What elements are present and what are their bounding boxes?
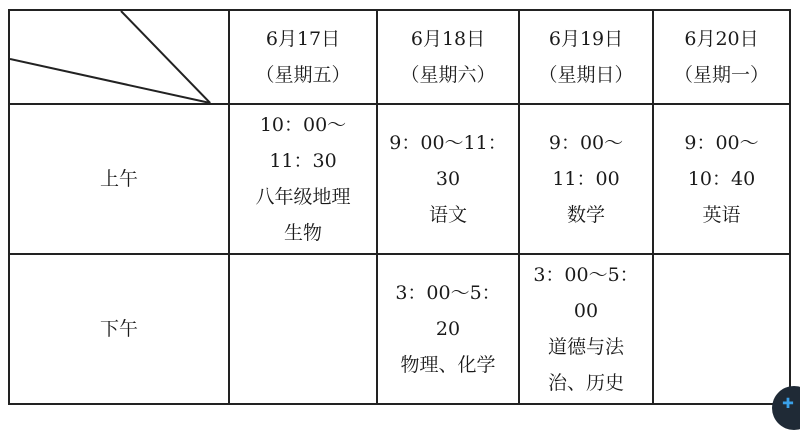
cell-line: 9：00～: [548, 132, 624, 154]
weekday-label: （星期日）: [538, 64, 634, 86]
cell-line: 3：00～5：: [395, 282, 501, 304]
cell-line: 10：40: [687, 168, 756, 190]
diagonal-header-cell: [9, 10, 229, 104]
table-cell: [377, 104, 519, 254]
cell-line: 30: [435, 168, 461, 190]
cell-line: 英语: [702, 204, 741, 226]
table-cell-empty: [653, 254, 790, 404]
table-cell-empty: [229, 254, 377, 404]
cell-line: 10：00～: [259, 114, 347, 136]
cell-line: 道德与法: [547, 336, 624, 358]
plus-icon: ✚: [782, 396, 794, 412]
table-cell: [377, 254, 519, 404]
table-cell: [519, 104, 653, 254]
cell-line: 3：00～5：: [533, 264, 639, 286]
weekday-label: （星期一）: [673, 64, 769, 86]
cell-line: 11：30: [269, 150, 337, 172]
cell-line: 20: [435, 318, 461, 340]
row-label-cell: [9, 104, 229, 254]
cell-line: 治、历史: [547, 372, 624, 394]
weekday-label: （星期六）: [400, 64, 496, 86]
table-cell: [653, 104, 790, 254]
cell-line: 语文: [428, 204, 467, 226]
table-row-morning: [9, 104, 790, 254]
weekday-label: （星期五）: [255, 64, 351, 86]
date-header-cell: [653, 10, 790, 104]
cell-line: 9：00～11：: [389, 132, 507, 154]
cell-line: 11：00: [552, 168, 620, 190]
table-cell: [229, 104, 377, 254]
cell-line: 生物: [283, 222, 322, 244]
row-label: 上午: [99, 168, 138, 190]
cell-line: 八年级地理: [255, 186, 351, 208]
date-label: 6月18日: [410, 28, 486, 50]
cell-line: 9：00～: [684, 132, 759, 154]
cell-line: 数学: [566, 204, 605, 226]
row-label: 下午: [99, 318, 138, 340]
table-cell: [519, 254, 653, 404]
exam-schedule-table: [8, 9, 791, 405]
table-row-afternoon: [9, 254, 790, 404]
date-label: 6月19日: [548, 28, 624, 50]
date-header-cell: [229, 10, 377, 104]
date-label: 6月20日: [684, 28, 759, 50]
date-header-cell: [519, 10, 653, 104]
row-label-cell: [9, 254, 229, 404]
diagonal-lines: [10, 11, 228, 103]
cell-line: 00: [573, 300, 599, 322]
cell-line: 物理、化学: [400, 354, 496, 376]
date-header-cell: [377, 10, 519, 104]
date-label: 6月17日: [265, 28, 341, 50]
table-header-row: [9, 10, 790, 104]
